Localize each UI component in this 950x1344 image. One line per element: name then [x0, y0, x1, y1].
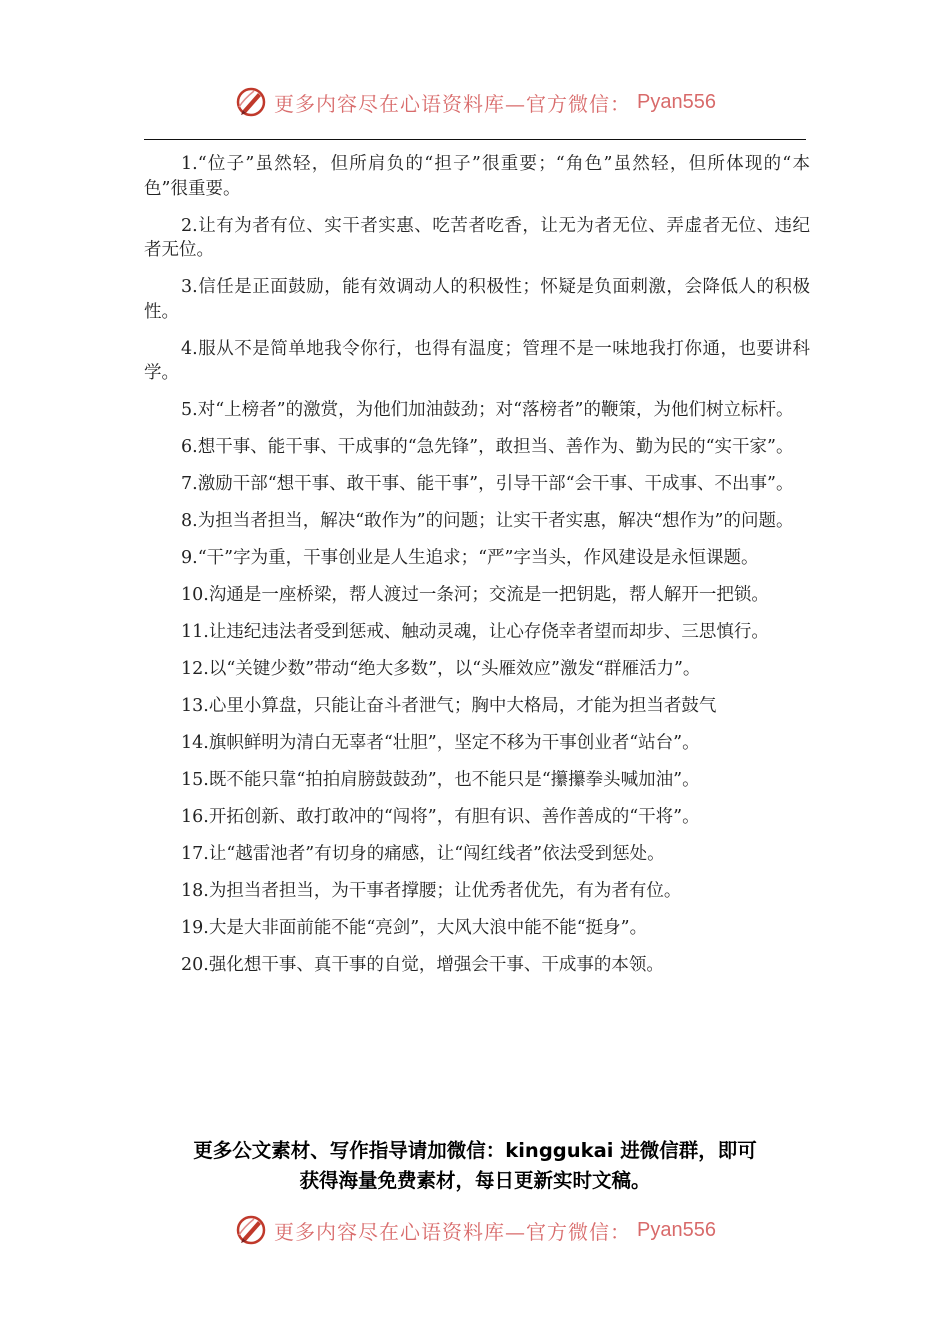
list-item: 5.对“上榜者”的激赏，为他们加油鼓劲；对“落榜者”的鞭策，为他们树立标杆。 [181, 400, 794, 420]
footer-promo-note [140, 1136, 810, 1196]
footer-promo-line-1: 更多公文素材、写作指导请加微信：kinggukai 进微信群，即可 [193, 1139, 757, 1162]
list-item: 10.沟通是一座桥梁，帮人渡过一条河；交流是一把钥匙，帮人解开一把锁。 [181, 585, 769, 605]
list-item: 3.信任是正面鼓励，能有效调动人的积极性；怀疑是负面刺激，会降低人的积极性。 [144, 277, 810, 322]
list-item: 15.既不能只靠“拍拍肩膀鼓鼓劲”，也不能只是“攥攥拳头喊加油”。 [181, 770, 700, 790]
footer-banner-handle: Pyan556 [637, 1218, 716, 1241]
list-item: 17.让“越雷池者”有切身的痛感，让“闯红线者”依法受到惩处。 [181, 844, 665, 864]
list-item: 4.服从不是简单地我令你行，也得有温度；管理不是一味地我打你通，也要讲科学。 [144, 338, 810, 383]
footer-promo-line-2: 获得海量免费素材，每日更新实时文稿。 [299, 1169, 651, 1192]
footer-banner-text: 更多内容尽在心语资料库—官方微信： [274, 1219, 632, 1244]
list-item: 14.旗帜鲜明为清白无辜者“壮胆”，坚定不移为干事创业者“站台”。 [181, 733, 700, 753]
list-item: 11.让违纪违法者受到惩戒、触动灵魂，让心存侥幸者望而却步、三思慎行。 [181, 622, 769, 642]
list-item: 8.为担当者担当，解决“敢作为”的问题；让实干者实惠，解决“想作为”的问题。 [181, 511, 794, 531]
header-banner-handle: Pyan556 [637, 90, 716, 113]
list-item: 18.为担当者担当，为干事者撑腰；让优秀者优先，有为者有位。 [181, 881, 682, 901]
footer-banner [0, 1210, 950, 1250]
list-item: 16.开拓创新、敢打敢冲的“闯将”，有胆有识、善作善成的“干将”。 [181, 807, 700, 827]
list-item: 20.强化想干事、真干事的自觉，增强会干事、干成事的本领。 [181, 955, 664, 975]
list-item: 13.心里小算盘，只能让奋斗者泄气；胸中大格局，才能为担当者鼓气 [181, 696, 717, 716]
list-item: 19.大是大非面前能不能“亮剑”，大风大浪中能不能“挺身”。 [181, 918, 648, 938]
list-item: 1.“位子”虽然轻，但所肩负的“担子”很重要；“角色”虽然轻，但所体现的“本色”很重要。 [144, 154, 810, 199]
list-item: 7.激励干部“想干事、敢干事、能干事”，引导干部“会干事、干成事、不出事”。 [181, 474, 794, 494]
footer-banner-inner [234, 1213, 716, 1247]
pen-logo-icon [234, 85, 268, 119]
pen-logo-icon [234, 1213, 268, 1247]
list-item: 12.以“关键少数”带动“绝大多数”，以“头雁效应”激发“群雁活力”。 [181, 659, 701, 679]
header-rule [144, 139, 806, 140]
list-item: 6.想干事、能干事、干成事的“急先锋”，敢担当、善作为、勤为民的“实干家”。 [181, 437, 794, 457]
list-item: 2.让有为者有位、实干者实惠、吃苦者吃香，让无为者无位、弄虚者无位、违纪者无位。 [144, 215, 810, 260]
header-banner-inner [234, 85, 716, 119]
header-banner [0, 82, 950, 122]
item-list [144, 152, 810, 990]
list-item: 9.“干”字为重，干事创业是人生追求；“严”字当头，作风建设是永恒课题。 [181, 548, 759, 568]
header-banner-text: 更多内容尽在心语资料库—官方微信： [274, 91, 632, 116]
